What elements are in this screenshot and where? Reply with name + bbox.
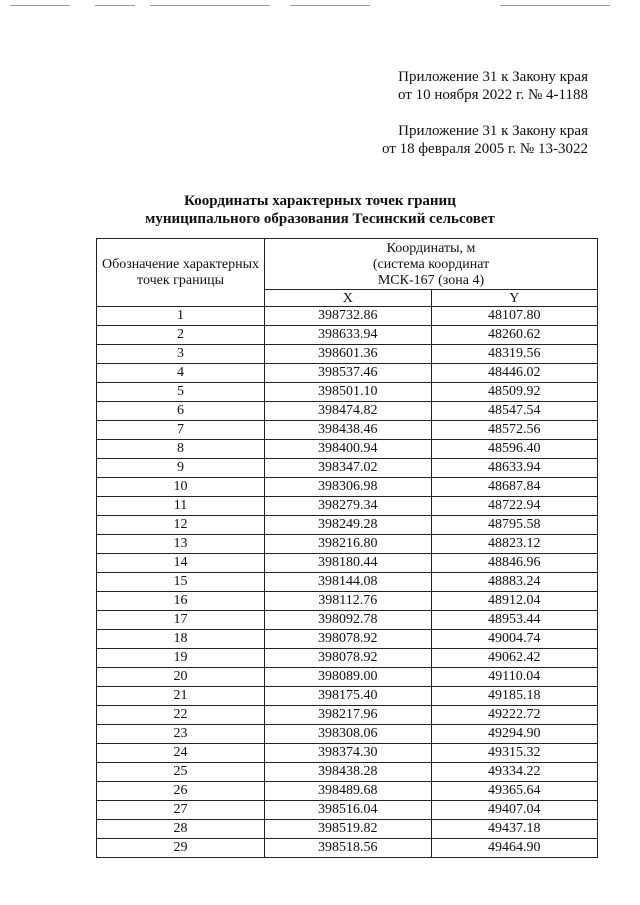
y-coordinate-cell: 48596.40 — [431, 440, 598, 459]
x-coordinate-cell: 398347.02 — [265, 459, 432, 478]
table-row — [97, 668, 598, 687]
x-coordinate-cell: 398308.06 — [265, 725, 432, 744]
x-coordinate-cell: 398249.28 — [265, 516, 432, 535]
point-number-cell: 29 — [97, 839, 265, 858]
point-number-cell: 24 — [97, 744, 265, 763]
point-number-cell: 26 — [97, 782, 265, 801]
table-row — [97, 421, 598, 440]
point-number-cell: 4 — [97, 364, 265, 383]
x-coordinate-cell: 398306.98 — [265, 478, 432, 497]
y-coordinate-cell: 49407.04 — [431, 801, 598, 820]
y-coordinate-cell: 49185.18 — [431, 687, 598, 706]
point-number-cell: 20 — [97, 668, 265, 687]
y-coordinate-cell: 48795.58 — [431, 516, 598, 535]
y-coordinate-cell: 48912.04 — [431, 592, 598, 611]
table-row — [97, 554, 598, 573]
y-coordinate-cell: 48722.94 — [431, 497, 598, 516]
x-coordinate-cell: 398501.10 — [265, 383, 432, 402]
appendix-original-line2: от 18 февраля 2005 г. № 13-3022 — [381, 141, 588, 157]
point-number-cell: 6 — [97, 402, 265, 421]
point-number-cell: 1 — [97, 307, 265, 326]
point-number-cell: 15 — [97, 573, 265, 592]
x-coordinate-cell: 398112.76 — [265, 592, 432, 611]
table-row — [97, 307, 598, 326]
point-number-cell: 17 — [97, 611, 265, 630]
table-row — [97, 326, 598, 345]
appendix-current-law — [398, 68, 588, 104]
appendix-current-line2: от 10 ноября 2022 г. № 4-1188 — [398, 87, 588, 103]
point-number-cell: 25 — [97, 763, 265, 782]
point-number-cell: 28 — [97, 820, 265, 839]
table-row — [97, 839, 598, 858]
point-number-cell: 5 — [97, 383, 265, 402]
table-row — [97, 459, 598, 478]
y-coordinate-cell: 48687.84 — [431, 478, 598, 497]
document-title — [0, 192, 640, 228]
y-coordinate-cell: 49365.64 — [431, 782, 598, 801]
table-row — [97, 649, 598, 668]
y-coordinate-cell: 49334.22 — [431, 763, 598, 782]
x-coordinate-cell: 398279.34 — [265, 497, 432, 516]
header-point-designation: Обозначение характерных точек границы — [97, 239, 265, 307]
y-coordinate-cell: 48319.56 — [431, 345, 598, 364]
point-number-cell: 18 — [97, 630, 265, 649]
table-row — [97, 364, 598, 383]
title-line1: Координаты характерных точек границ — [184, 193, 456, 209]
point-number-cell: 12 — [97, 516, 265, 535]
x-coordinate-cell: 398216.80 — [265, 535, 432, 554]
appendix-original-law — [382, 122, 588, 158]
point-number-cell: 8 — [97, 440, 265, 459]
x-coordinate-cell: 398078.92 — [265, 649, 432, 668]
x-coordinate-cell: 398732.86 — [265, 307, 432, 326]
x-coordinate-cell: 398175.40 — [265, 687, 432, 706]
x-coordinate-cell: 398489.68 — [265, 782, 432, 801]
header-y: Y — [431, 290, 598, 307]
appendix-original-line1: Приложение 31 к Закону края — [398, 123, 588, 139]
x-coordinate-cell: 398633.94 — [265, 326, 432, 345]
table-row — [97, 497, 598, 516]
y-coordinate-cell: 49464.90 — [431, 839, 598, 858]
x-coordinate-cell: 398518.56 — [265, 839, 432, 858]
x-coordinate-cell: 398516.04 — [265, 801, 432, 820]
scan-edge-marks — [0, 5, 640, 8]
appendix-current-line1: Приложение 31 к Закону края — [398, 69, 588, 85]
point-number-cell: 7 — [97, 421, 265, 440]
point-number-cell: 14 — [97, 554, 265, 573]
x-coordinate-cell: 398180.44 — [265, 554, 432, 573]
point-number-cell: 3 — [97, 345, 265, 364]
table-row — [97, 592, 598, 611]
header-x: X — [265, 290, 432, 307]
table-row — [97, 611, 598, 630]
table-row — [97, 801, 598, 820]
point-number-cell: 13 — [97, 535, 265, 554]
table-row — [97, 630, 598, 649]
x-coordinate-cell: 398078.92 — [265, 630, 432, 649]
table-row — [97, 744, 598, 763]
point-number-cell: 9 — [97, 459, 265, 478]
table-row — [97, 782, 598, 801]
y-coordinate-cell: 48509.92 — [431, 383, 598, 402]
header-coordinates-line2: (система координат — [372, 257, 490, 272]
point-number-cell: 2 — [97, 326, 265, 345]
table-row — [97, 402, 598, 421]
y-coordinate-cell: 49294.90 — [431, 725, 598, 744]
table-row — [97, 763, 598, 782]
table-body — [97, 307, 598, 858]
table-row — [97, 725, 598, 744]
y-coordinate-cell: 49315.32 — [431, 744, 598, 763]
point-number-cell: 22 — [97, 706, 265, 725]
x-coordinate-cell: 398089.00 — [265, 668, 432, 687]
point-number-cell: 19 — [97, 649, 265, 668]
x-coordinate-cell: 398092.78 — [265, 611, 432, 630]
x-coordinate-cell: 398217.96 — [265, 706, 432, 725]
y-coordinate-cell: 48823.12 — [431, 535, 598, 554]
header-coordinates-line3: МСК-167 (зона 4) — [377, 273, 485, 288]
table-row — [97, 573, 598, 592]
x-coordinate-cell: 398474.82 — [265, 402, 432, 421]
y-coordinate-cell: 48953.44 — [431, 611, 598, 630]
x-coordinate-cell: 398374.30 — [265, 744, 432, 763]
coordinates-table-wrapper — [96, 238, 598, 858]
y-coordinate-cell: 49110.04 — [431, 668, 598, 687]
x-coordinate-cell: 398601.36 — [265, 345, 432, 364]
table-row — [97, 478, 598, 497]
table-row — [97, 345, 598, 364]
y-coordinate-cell: 48846.96 — [431, 554, 598, 573]
y-coordinate-cell: 49437.18 — [431, 820, 598, 839]
point-number-cell: 11 — [97, 497, 265, 516]
x-coordinate-cell: 398438.46 — [265, 421, 432, 440]
table-row — [97, 516, 598, 535]
y-coordinate-cell: 48107.80 — [431, 307, 598, 326]
x-coordinate-cell: 398537.46 — [265, 364, 432, 383]
y-coordinate-cell: 49062.42 — [431, 649, 598, 668]
x-coordinate-cell: 398519.82 — [265, 820, 432, 839]
x-coordinate-cell: 398438.28 — [265, 763, 432, 782]
y-coordinate-cell: 48260.62 — [431, 326, 598, 345]
table-header-row — [97, 239, 598, 290]
x-coordinate-cell: 398144.08 — [265, 573, 432, 592]
point-number-cell: 27 — [97, 801, 265, 820]
table-row — [97, 383, 598, 402]
header-coordinates — [265, 239, 598, 290]
y-coordinate-cell: 48547.54 — [431, 402, 598, 421]
point-number-cell: 21 — [97, 687, 265, 706]
table-row — [97, 440, 598, 459]
y-coordinate-cell: 49222.72 — [431, 706, 598, 725]
table-row — [97, 535, 598, 554]
y-coordinate-cell: 48633.94 — [431, 459, 598, 478]
header-coordinates-line1: Координаты, м — [386, 241, 476, 256]
coordinates-table — [96, 238, 598, 858]
table-row — [97, 687, 598, 706]
y-coordinate-cell: 48446.02 — [431, 364, 598, 383]
table-row — [97, 820, 598, 839]
point-number-cell: 10 — [97, 478, 265, 497]
point-number-cell: 23 — [97, 725, 265, 744]
table-row — [97, 706, 598, 725]
y-coordinate-cell: 48883.24 — [431, 573, 598, 592]
title-line2: муниципального образования Тесинский сельсовет — [145, 211, 495, 227]
point-number-cell: 16 — [97, 592, 265, 611]
y-coordinate-cell: 49004.74 — [431, 630, 598, 649]
y-coordinate-cell: 48572.56 — [431, 421, 598, 440]
x-coordinate-cell: 398400.94 — [265, 440, 432, 459]
